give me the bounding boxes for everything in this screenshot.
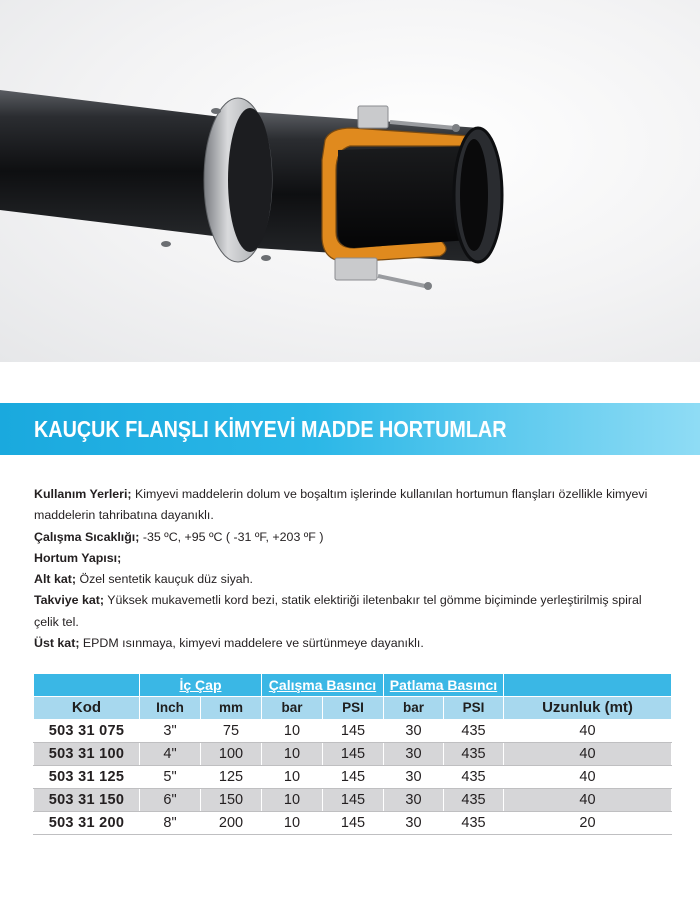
col-header-inch: Inch bbox=[140, 697, 201, 720]
table-row bbox=[34, 743, 672, 766]
table-row bbox=[34, 812, 672, 835]
clamp-bottom bbox=[335, 258, 377, 280]
cell-bp-psi: 435 bbox=[444, 812, 504, 835]
cell-mm: 75 bbox=[201, 720, 262, 743]
cell-wp-bar: 10 bbox=[262, 720, 323, 743]
cell-wp-bar: 10 bbox=[262, 766, 323, 789]
cell-bp-psi: 435 bbox=[444, 720, 504, 743]
table-sub-header-row bbox=[34, 697, 672, 720]
table-row bbox=[34, 789, 672, 812]
temp-label: Çalışma Sıcaklığı; bbox=[34, 529, 140, 544]
clamp-top bbox=[358, 106, 388, 128]
col-header-code: Kod bbox=[34, 697, 140, 720]
reinforcement-text-1: Yüksek mukavemetli kord bezi, statik elektiriği iletenbakır tel gömme biçiminde yerleştirilmiş spiral bbox=[104, 593, 642, 608]
cell-wp-bar: 10 bbox=[262, 812, 323, 835]
inner-text: Özel sentetik kauçuk düz siyah. bbox=[76, 572, 253, 587]
product-description bbox=[34, 484, 674, 654]
cell-bp-bar: 30 bbox=[384, 743, 444, 766]
cell-wp-bar: 10 bbox=[262, 789, 323, 812]
cell-mm: 100 bbox=[201, 743, 262, 766]
cell-bp-bar: 30 bbox=[384, 812, 444, 835]
table-group-header-row bbox=[34, 674, 672, 697]
group-header-inner-diameter: İç Çap bbox=[140, 674, 262, 697]
bolt-bottom bbox=[378, 276, 425, 286]
cell-bp-bar: 30 bbox=[384, 720, 444, 743]
title-banner bbox=[0, 403, 700, 455]
cell-mm: 125 bbox=[201, 766, 262, 789]
cell-wp-psi: 145 bbox=[323, 766, 384, 789]
cell-code: 503 31 100 bbox=[34, 743, 140, 766]
col-header-length: Uzunluk (mt) bbox=[504, 697, 672, 720]
outer-text: EPDM ısınmaya, kimyevi maddelere ve sürtünmeye dayanıklı. bbox=[79, 636, 424, 651]
cell-wp-psi: 145 bbox=[323, 812, 384, 835]
cell-length: 40 bbox=[504, 743, 672, 766]
col-header-wp-psi: PSI bbox=[323, 697, 384, 720]
table-row bbox=[34, 720, 672, 743]
cell-bp-bar: 30 bbox=[384, 766, 444, 789]
col-header-bp-psi: PSI bbox=[444, 697, 504, 720]
cell-inch: 6" bbox=[140, 789, 201, 812]
usage-text-2: maddelerin tahribatına dayanıklı. bbox=[34, 508, 214, 523]
structure-paragraph bbox=[34, 548, 674, 569]
outer-layer-paragraph bbox=[34, 633, 674, 654]
group-header-working-pressure: Çalışma Basıncı bbox=[262, 674, 384, 697]
cell-length: 20 bbox=[504, 812, 672, 835]
col-header-wp-bar: bar bbox=[262, 697, 323, 720]
page-title: KAUÇUK FLANŞLI KİMYEVİ MADDE HORTUMLAR bbox=[34, 416, 507, 442]
cell-inch: 8" bbox=[140, 812, 201, 835]
cell-length: 40 bbox=[504, 789, 672, 812]
reinforcement-text-2: çelik tel. bbox=[34, 614, 79, 629]
structure-label: Hortum Yapısı; bbox=[34, 550, 122, 565]
hose-illustration bbox=[0, 0, 700, 362]
cell-wp-psi: 145 bbox=[323, 720, 384, 743]
usage-label: Kullanım Yerleri; bbox=[34, 487, 132, 501]
cell-inch: 3" bbox=[140, 720, 201, 743]
cell-inch: 5" bbox=[140, 766, 201, 789]
cell-code: 503 31 125 bbox=[34, 766, 140, 789]
group-header-burst-pressure: Patlama Basıncı bbox=[384, 674, 504, 697]
group-header-blank-right bbox=[504, 674, 672, 697]
reinforcement-label: Takviye kat; bbox=[34, 593, 105, 608]
cell-wp-psi: 145 bbox=[323, 789, 384, 812]
temp-paragraph bbox=[34, 527, 674, 548]
temp-text: -35 ºC, +95 ºC ( -31 ºF, +203 ºF ) bbox=[139, 529, 324, 544]
hose-left-body bbox=[0, 90, 230, 238]
cell-bp-psi: 435 bbox=[444, 789, 504, 812]
spec-table bbox=[33, 673, 672, 835]
inner-layer-paragraph bbox=[34, 569, 674, 590]
cell-mm: 200 bbox=[201, 812, 262, 835]
table-row bbox=[34, 766, 672, 789]
cell-code: 503 31 200 bbox=[34, 812, 140, 835]
cell-bp-psi: 435 bbox=[444, 743, 504, 766]
usage-text-1: Kimyevi maddelerin dolum ve boşaltım işlerinde kullanılan hortumun flanşları özellikle kimyevi bbox=[131, 487, 648, 501]
cell-code: 503 31 075 bbox=[34, 720, 140, 743]
inner-label: Alt kat; bbox=[34, 572, 76, 587]
cell-bp-bar: 30 bbox=[384, 789, 444, 812]
cell-bp-psi: 435 bbox=[444, 766, 504, 789]
cell-wp-bar: 10 bbox=[262, 743, 323, 766]
product-image bbox=[0, 0, 700, 362]
reinforcement-paragraph-cont bbox=[34, 612, 674, 633]
cell-inch: 4" bbox=[140, 743, 201, 766]
cell-length: 40 bbox=[504, 766, 672, 789]
cell-code: 503 31 150 bbox=[34, 789, 140, 812]
cell-length: 40 bbox=[504, 720, 672, 743]
reinforcement-paragraph bbox=[34, 590, 674, 611]
group-header-blank bbox=[34, 674, 140, 697]
cell-mm: 150 bbox=[201, 789, 262, 812]
col-header-mm: mm bbox=[201, 697, 262, 720]
usage-paragraph-cont bbox=[34, 505, 674, 526]
usage-paragraph bbox=[34, 484, 674, 505]
cell-wp-psi: 145 bbox=[323, 743, 384, 766]
outer-label: Üst kat; bbox=[34, 636, 80, 651]
col-header-bp-bar: bar bbox=[384, 697, 444, 720]
